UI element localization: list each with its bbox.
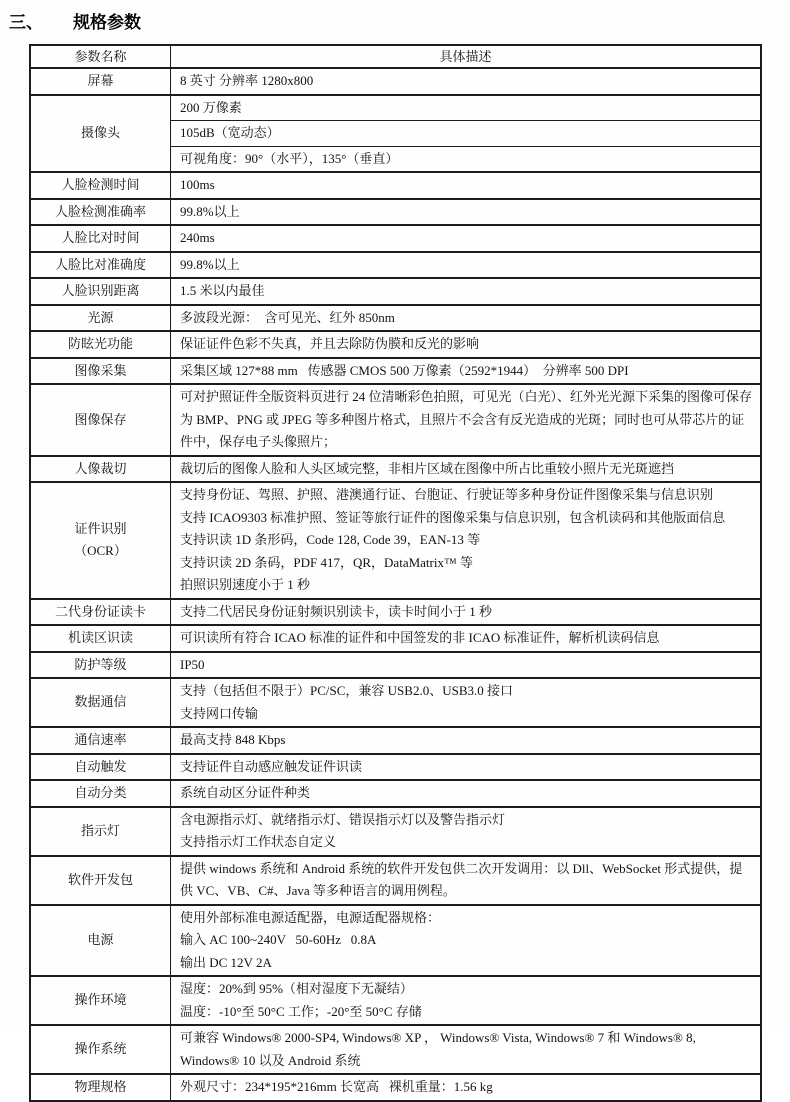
table-row (30, 625, 761, 652)
section-number: 三、 (9, 13, 43, 32)
spec-value-text: IP50 (180, 656, 205, 672)
spec-name-text: （OCR） (74, 543, 127, 559)
spec-name-cell (30, 807, 171, 856)
table-row (30, 95, 761, 121)
spec-name-text: 图像采集 (74, 362, 127, 378)
table-row (30, 727, 761, 754)
spec-value-text: 可对护照证件全版资料页进行 24 位清晰彩色拍照，可见光（白光）、红外光光源下采集的图像可保存为 BMP、PNG 或 JPEG 等多种图片格式，且照片不会含有反光造成的光斑；同时也可从带芯片的证件中，保存电子头像照片； (180, 389, 753, 449)
spec-value-text: 最高支持 848 Kbps (180, 732, 286, 747)
table-row (30, 384, 761, 456)
spec-value-text: 使用外部标准电源适配器，电源适配器规格： (180, 909, 441, 925)
spec-name-text: 机读区识读 (67, 630, 133, 645)
spec-name-text: 证件识别 (74, 520, 127, 536)
spec-name-text: 物理规格 (74, 1079, 127, 1094)
section-heading (0, 0, 790, 33)
spec-name-text: 图像保存 (74, 411, 127, 427)
spec-name-cell (30, 95, 171, 173)
spec-name-cell (30, 1074, 171, 1101)
spec-value-text: 温度：-10°至 50°C 工作；-20°至 50°C 存储 (180, 1003, 422, 1019)
spec-name-cell (30, 976, 171, 1025)
spec-value-text: 8 英寸 分辨率 1280x800 (180, 73, 314, 88)
spec-value-text: 支持二代居民身份证射频识别读卡，读卡时间小于 1 秒 (180, 603, 493, 619)
spec-name-text: 人像裁切 (74, 460, 127, 476)
table-row (30, 976, 761, 1025)
table-row (30, 856, 761, 905)
spec-name-cell (30, 384, 171, 456)
table-row (30, 1074, 761, 1101)
spec-value-text: 支持 ICAO9303 标准护照、签证等旅行证件的图像采集与信息识别，包含机读码和其他版面信息 (180, 509, 726, 525)
spec-value-text: 99.8%以上 (180, 203, 240, 219)
table-row (30, 678, 761, 727)
spec-value-text: 99.8%以上 (180, 256, 240, 272)
spec-value-cell (171, 252, 762, 279)
spec-value-cell (171, 331, 762, 358)
spec-value-text: 105dB（宽动态） (180, 125, 280, 140)
spec-name-text: 人脸比对时间 (61, 230, 140, 245)
spec-name-text: 自动触发 (74, 758, 127, 774)
spec-name-text: 人脸比对准确度 (54, 256, 146, 272)
table-row (30, 905, 761, 977)
spec-value-text: 200 万像素 (180, 99, 242, 115)
spec-value-cell (171, 121, 762, 147)
spec-name-cell (30, 727, 171, 754)
spec-name-text: 防眩光功能 (67, 336, 133, 351)
spec-value-text: 多波段光源： 含可见光、红外 850nm (180, 309, 395, 325)
table-row (30, 68, 761, 95)
spec-value-text: 100ms (180, 177, 215, 192)
spec-table-body (30, 68, 761, 1101)
table-row (30, 172, 761, 199)
spec-value-cell (171, 482, 762, 599)
spec-name-cell (30, 1025, 171, 1074)
spec-name-cell (30, 331, 171, 358)
spec-value-text: 1.5 米以内最佳 (180, 283, 265, 298)
spec-value-cell (171, 625, 762, 652)
spec-name-text: 软件开发包 (67, 871, 133, 887)
spec-name-cell (30, 780, 171, 807)
spec-value-text: 裁切后的图像人脸和人头区域完整，非相片区域在图像中所占比重较小照片无光斑遮挡 (180, 460, 675, 476)
spec-value-text: 支持识读 2D 条码，PDF 417，QR，DataMatrix™ 等 (180, 554, 473, 570)
spec-name-text: 操作系统 (74, 1041, 127, 1057)
spec-name-text: 人脸检测准确率 (54, 203, 146, 219)
spec-value-cell (171, 384, 762, 456)
spec-value-text: 含电源指示灯、就绪指示灯、错误指示灯以及警告指示灯 (180, 811, 506, 827)
spec-name-text: 人脸检测时间 (61, 177, 140, 192)
spec-name-cell (30, 625, 171, 652)
spec-value-cell (171, 172, 762, 199)
spec-name-text: 数据通信 (74, 694, 127, 710)
spec-value-cell (171, 652, 762, 679)
spec-name-cell (30, 482, 171, 599)
spec-value-text: 保证证件色彩不失真，并且去除防伪膜和反光的影响 (180, 336, 480, 351)
spec-value-text: 采集区域 127*88 mm 传感器 CMOS 500 万像素（2592*1944） 分辨率 500 DPI (180, 362, 629, 378)
spec-value-cell (171, 976, 762, 1025)
spec-name-cell (30, 856, 171, 905)
spec-name-cell (30, 754, 171, 781)
table-row (30, 252, 761, 279)
table-header-row (30, 45, 761, 68)
spec-value-cell (171, 599, 762, 626)
table-row (30, 225, 761, 252)
table-row (30, 1025, 761, 1074)
spec-table (29, 44, 762, 1102)
spec-value-text: 可兼容 Windows® 2000-SP4, Windows® XP ， Windows® Vista, Windows® 7 和 Windows® 8, Windows® 10 以及 Android 系统 (180, 1030, 699, 1068)
table-row (30, 482, 761, 599)
spec-value-cell (171, 146, 762, 172)
table-row (30, 780, 761, 807)
spec-value-text: 拍照识别速度小于 1 秒 (180, 577, 311, 592)
spec-name-text: 防护等级 (74, 656, 127, 672)
spec-value-cell (171, 278, 762, 305)
section-title: 规格参数 (73, 13, 141, 32)
description-header: 具体描述 (171, 45, 762, 68)
table-row (30, 278, 761, 305)
table-row (30, 652, 761, 679)
spec-name-text: 二代身份证读卡 (54, 603, 146, 619)
spec-value-text: 支持证件自动感应触发证件识读 (180, 758, 363, 774)
spec-name-text: 电源 (87, 932, 114, 947)
spec-value-cell (171, 358, 762, 385)
spec-value-text: 提供 windows 系统和 Android 系统的软件开发包供二次开发调用：以 Dll、WebSocket 形式提供，提供 VC、VB、C#、Java 等多种语言的调用例程。 (180, 860, 743, 898)
spec-name-cell (30, 199, 171, 226)
spec-value-text: 湿度：20%到 95%（相对湿度下无凝结） (180, 981, 413, 996)
spec-name-text: 光源 (87, 309, 114, 325)
spec-value-cell (171, 95, 762, 121)
spec-name-cell (30, 652, 171, 679)
spec-name-cell (30, 456, 171, 483)
spec-value-text: 支持指示灯工作状态自定义 (180, 834, 337, 849)
table-row (30, 331, 761, 358)
spec-value-cell (171, 678, 762, 727)
spec-value-cell (171, 1074, 762, 1101)
spec-value-cell (171, 856, 762, 905)
spec-value-cell (171, 807, 762, 856)
table-row (30, 456, 761, 483)
spec-value-text: 支持身份证、驾照、护照、港澳通行证、台胞证、行驶证等多种身份证件图像采集与信息识别 (180, 487, 714, 502)
spec-value-cell (171, 68, 762, 95)
spec-name-cell (30, 599, 171, 626)
spec-name-text: 自动分类 (74, 785, 127, 800)
table-row (30, 599, 761, 626)
spec-name-text: 人脸识别距离 (61, 283, 140, 298)
spec-value-cell (171, 305, 762, 332)
spec-name-text: 屏幕 (87, 73, 114, 88)
spec-value-cell (171, 199, 762, 226)
spec-name-cell (30, 252, 171, 279)
spec-value-cell (171, 456, 762, 483)
spec-value-text: 可识读所有符合 ICAO 标准的证件和中国签发的非 ICAO 标准证件，解析机读码信息 (180, 630, 660, 645)
spec-name-cell (30, 278, 171, 305)
spec-value-text: 输入 AC 100~240V 50-60Hz 0.8A (180, 932, 377, 947)
spec-value-cell (171, 780, 762, 807)
spec-value-text: 外观尺寸：234*195*216mm 长宽高 裸机重量：1.56 kg (180, 1079, 493, 1094)
spec-value-text: 240ms (180, 230, 215, 245)
spec-name-text: 通信速率 (74, 732, 127, 747)
spec-value-text: 可视角度：90°（水平），135°（垂直） (180, 150, 399, 166)
spec-name-cell (30, 905, 171, 977)
spec-name-cell (30, 305, 171, 332)
spec-value-text: 支持网口传输 (180, 705, 259, 721)
spec-name-cell (30, 358, 171, 385)
spec-value-text: 系统自动区分证件种类 (180, 785, 311, 800)
spec-value-text: 输出 DC 12V 2A (180, 954, 272, 970)
spec-value-text: 支持（包括但不限于）PC/SC，兼容 USB2.0、USB3.0 接口 (180, 683, 513, 698)
spec-value-cell (171, 754, 762, 781)
spec-value-text: 支持识读 1D 条形码，Code 128, Code 39，EAN-13 等 (180, 532, 481, 547)
spec-value-cell (171, 225, 762, 252)
spec-value-cell (171, 1025, 762, 1074)
table-row (30, 754, 761, 781)
param-name-header: 参数名称 (30, 45, 171, 68)
spec-name-text: 摄像头 (80, 125, 120, 140)
spec-value-cell (171, 905, 762, 977)
table-row (30, 199, 761, 226)
spec-value-cell (171, 727, 762, 754)
table-row (30, 305, 761, 332)
spec-name-cell (30, 678, 171, 727)
table-row (30, 807, 761, 856)
spec-name-cell (30, 225, 171, 252)
spec-name-text: 操作环境 (74, 992, 127, 1008)
spec-name-cell (30, 68, 171, 95)
spec-name-text: 指示灯 (80, 822, 120, 838)
table-row (30, 358, 761, 385)
spec-name-cell (30, 172, 171, 199)
